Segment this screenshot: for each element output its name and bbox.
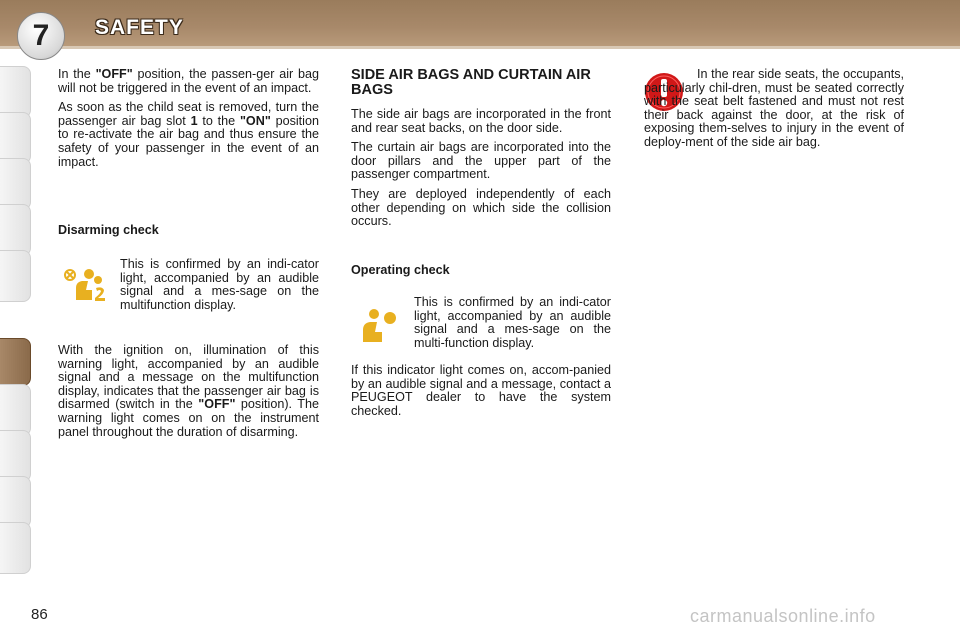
- paragraph-side-airbags: The side air bags are incorporated in the front and rear seat backs, on the door side.: [351, 107, 611, 135]
- operating-check-heading: Operating check: [351, 263, 450, 277]
- disarming-indicator-text: This is confirmed by an indi-cator light, accompanied by an audible signal and a mes-sage on the multifunction display.: [120, 257, 319, 312]
- watermark: carmanualsonline.info: [690, 606, 876, 626]
- disarming-check-heading: Disarming check: [58, 223, 159, 237]
- rear-seat-warning-text: In the rear side seats, the occupants, particularly chil-dren, must be seated correctly with the seat belt fastened and must not rest their back against the door, at the risk of exposing them-selves to injury in the event of deploy-ment of the side air bag.: [644, 67, 904, 149]
- page-number: 86: [31, 606, 48, 623]
- column-1: [58, 68, 319, 175]
- operating-indicator-text: This is confirmed by an indi-cator light, accompanied by an audible signal and a mes-sage on the multi-function display.: [414, 295, 611, 350]
- airbag-indicator-icon: [360, 306, 400, 346]
- chapter-tab[interactable]: [0, 158, 31, 210]
- side-airbags-heading: SIDE AIR BAGS AND CURTAIN AIR BAGS: [351, 67, 591, 98]
- chapter-tab[interactable]: [0, 430, 31, 482]
- chapter-tab[interactable]: [0, 66, 31, 118]
- section-title: SAFETY: [95, 16, 184, 39]
- header-divider: [0, 46, 960, 49]
- column-2-body: [351, 108, 611, 235]
- paragraph-off-position: In the "OFF" position, the passen-ger air bag will not be triggered in the event of an impact.: [58, 67, 319, 95]
- chapter-tab[interactable]: [0, 112, 31, 164]
- chapter-tab[interactable]: [0, 204, 31, 256]
- chapter-tab[interactable]: [0, 250, 31, 302]
- paragraph-contact-dealer: If this indicator light comes on, accom-panied by an audible signal and a message, contact a PEUGEOT dealer to have the system checked.: [351, 363, 611, 418]
- paragraph-deployed: They are deployed independently of each other depending on which side the collision occurs.: [351, 186, 611, 229]
- paragraph-curtain-airbags: The curtain air bags are incorporated into the door pillars and the upper part of the passenger compartment.: [351, 140, 611, 182]
- chapter-tab[interactable]: [0, 476, 31, 528]
- passenger-airbag-off-icon: [62, 266, 108, 306]
- chapter-tab-strip: [0, 66, 32, 576]
- chapter-number-badge: 7: [17, 12, 65, 60]
- chapter-tab-active[interactable]: [0, 338, 31, 386]
- chapter-tab[interactable]: [0, 522, 31, 574]
- paragraph-reactivate: As soon as the child seat is removed, turn the passenger air bag slot 1 to the "ON" position to re-activate the air bag and thus ensure the safety of your passenger in the event of an impact.: [58, 100, 319, 169]
- chapter-tab[interactable]: [0, 384, 31, 436]
- paragraph-warning-light: With the ignition on, illumination of this warning light, accompanied by an audible signal and a message on the multifunction display, indicates that the passenger air bag is disarmed (switch in the "OFF" position). The warning light comes on on the instrument panel throughout the duration of disarming.: [58, 343, 319, 439]
